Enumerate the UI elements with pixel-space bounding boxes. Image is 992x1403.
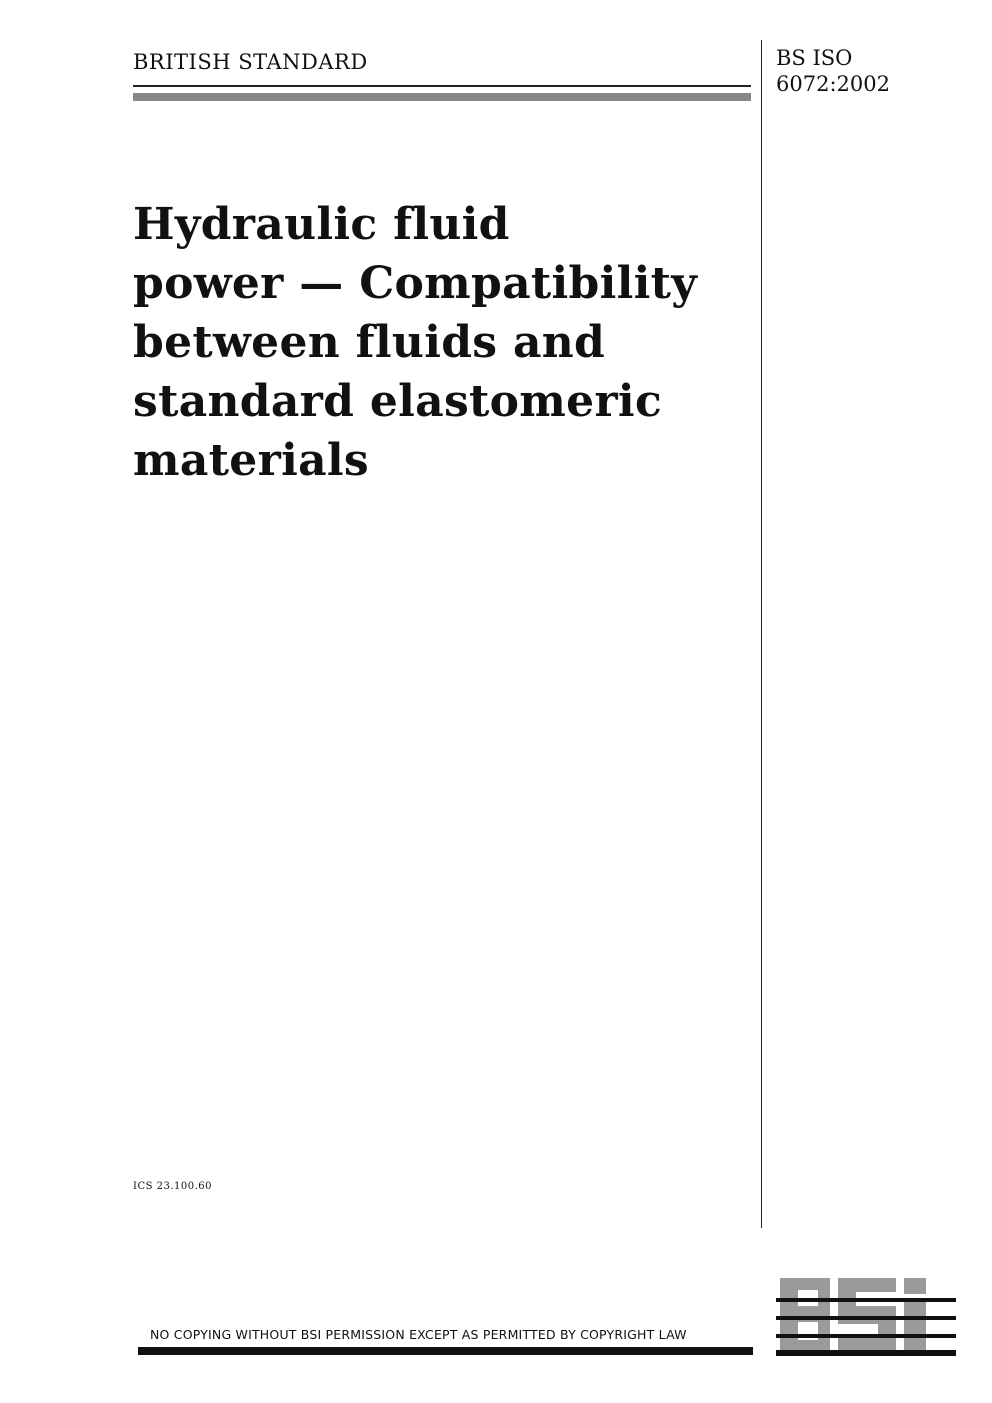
footer-rule [138,1347,753,1355]
title-line: Hydraulic fluid [133,199,510,250]
ics-code: ICS 23.100.60 [133,1181,213,1192]
bsi-logo [776,1276,956,1356]
header-rule-thick [133,93,751,101]
standard-number [776,45,890,97]
standard-number-line1: BS ISO [776,46,853,70]
copyright-notice: NO COPYING WITHOUT BSI PERMISSION EXCEPT AS PERMITTED BY COPYRIGHT LAW [150,1327,687,1342]
vertical-divider [761,40,762,1228]
title-line: materials [133,435,369,486]
bsi-logo-shape [776,1278,956,1356]
title-line: power — Compatibility [133,258,698,309]
standard-series-label: BRITISH STANDARD [133,50,368,74]
title-line: standard elastomeric [133,376,663,427]
document-title [133,195,753,490]
standard-number-line2: 6072:2002 [776,72,890,96]
title-line: between fluids and [133,317,606,368]
header-rule-thin [133,85,751,87]
